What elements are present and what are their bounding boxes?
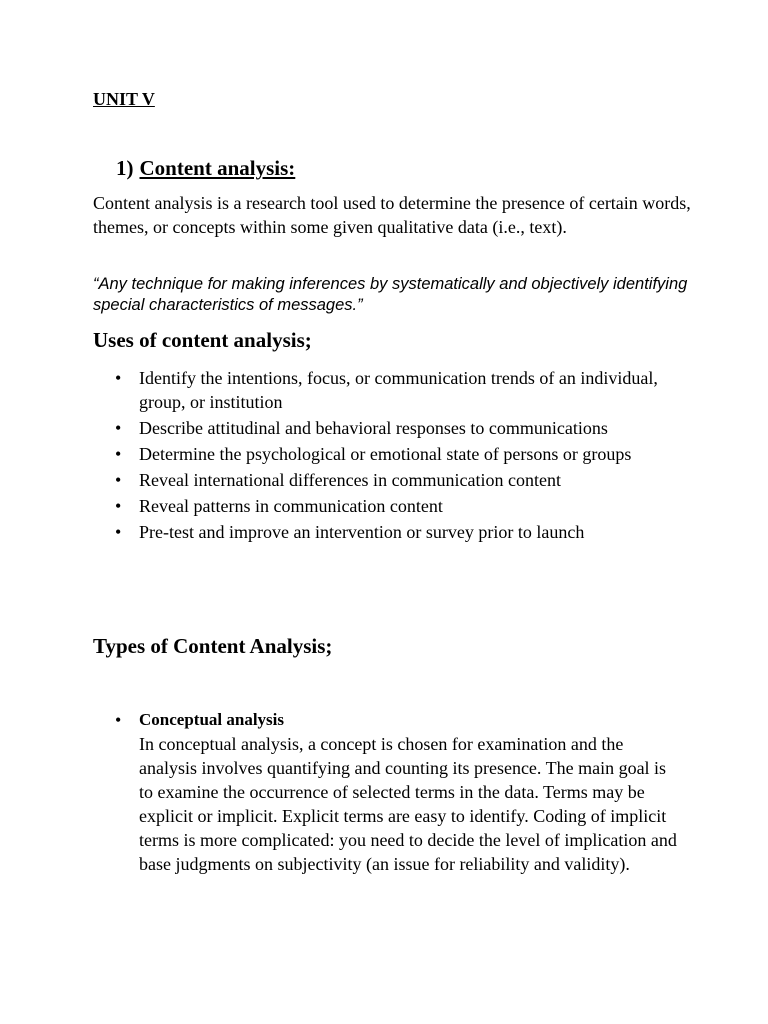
bullet-icon: •: [115, 470, 122, 490]
bullet-icon: •: [115, 368, 122, 388]
bullet-icon: •: [115, 496, 122, 516]
intro-paragraph: Content analysis is a research tool used to determine the presence of certain words, themes, or concepts within some given qualitative data (i.e., text).: [93, 193, 691, 237]
list-item: [93, 708, 693, 876]
unit-title: UNIT V: [93, 89, 155, 109]
bullet-icon: •: [115, 418, 122, 438]
type-name: Conceptual analysis: [139, 710, 284, 729]
section-heading: [116, 154, 295, 182]
list-item: [93, 416, 693, 440]
uses-list: [93, 366, 693, 546]
list-item-text: Reveal patterns in communication content: [139, 496, 443, 516]
list-item: [93, 520, 693, 544]
list-item: [93, 468, 693, 492]
list-item-text: Describe attitudinal and behavioral responses to communications: [139, 418, 608, 438]
list-item: [93, 366, 693, 414]
types-list: [93, 708, 693, 876]
list-item: [93, 494, 693, 518]
section-number: 1): [116, 156, 134, 180]
types-heading: Types of Content Analysis;: [93, 634, 333, 658]
bullet-icon: •: [115, 522, 122, 542]
list-item-text: Identify the intentions, focus, or communication trends of an individual, group, or institution: [139, 368, 658, 412]
list-item-text: Determine the psychological or emotional state of persons or groups: [139, 444, 632, 464]
uses-heading: Uses of content analysis;: [93, 328, 312, 352]
list-item-text: Reveal international differences in communication content: [139, 470, 562, 490]
list-item: [93, 442, 693, 466]
type-description: In conceptual analysis, a concept is chosen for examination and the analysis involves quantifying and counting its presence. The main goal is to examine the occurrence of selected terms in the data. Terms may be explicit or implicit. Explicit terms are easy to identify. Coding of implicit terms is more complicated: you need to decide the level of implication and base judgments on subjectivity (an issue for reliability and validity).: [139, 734, 677, 874]
definition-quote: “Any technique for making inferences by systematically and objectively identifying special characteristics of messages.”: [93, 275, 688, 314]
list-item-text: Pre-test and improve an intervention or survey prior to launch: [139, 522, 585, 542]
bullet-icon: •: [115, 710, 122, 730]
section-title: Content analysis:: [139, 156, 296, 180]
bullet-icon: •: [115, 444, 122, 464]
